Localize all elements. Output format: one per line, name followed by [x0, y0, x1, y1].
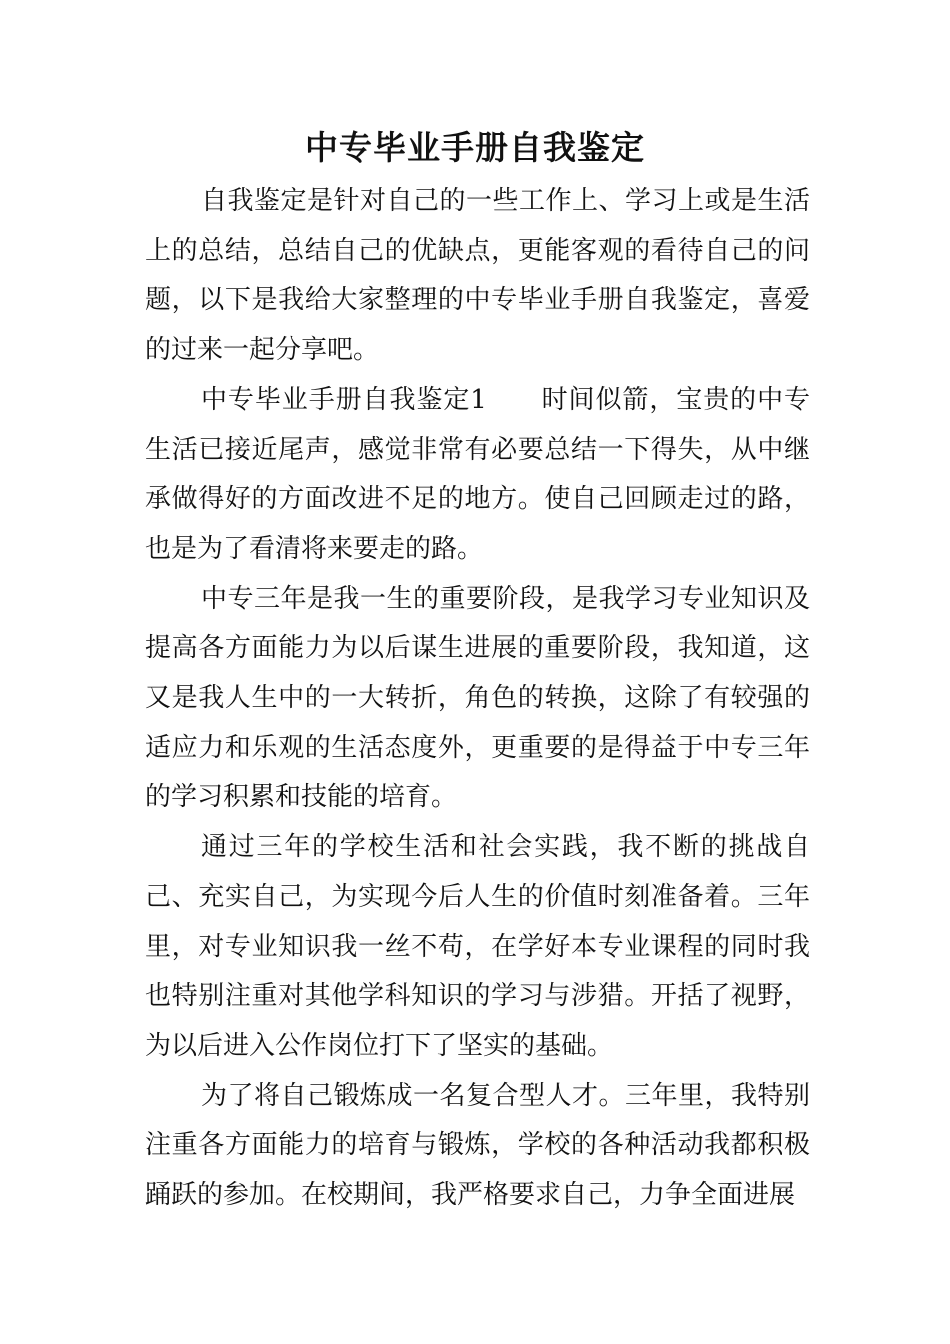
paragraph-intro: 自我鉴定是针对自己的一些工作上、学习上或是生活上的总结，总结自己的优缺点，更能客观的看待自己的问题，以下是我给大家整理的中专毕业手册自我鉴定，喜爱的过来一起分享吧。 [145, 186, 810, 366]
paragraph-training: 为了将自己锻炼成一名复合型人才。三年里，我特别注重各方面能力的培育与锻炼，学校的各种活动我都积极踊跃的参加。在校期间，我严格要求自己，力争全面进展 [145, 1080, 810, 1211]
document-title: 中专毕业手册自我鉴定 [305, 128, 645, 167]
paragraph-section-1: 中专毕业手册自我鉴定1 时间似箭，宝贵的中专生活已接近尾声，感觉非常有必要总结一下得失，从中继承做得好的方面改进不足的地方。使自己回顾走过的路，也是为了看清将来要走的路。 [145, 384, 810, 564]
paragraph-three-years: 中专三年是我一生的重要阶段，是我学习专业知识及提高各方面能力为以后谋生进展的重要阶段，我知道，这又是我人生中的一大转折，角色的转换，这除了有较强的适应力和乐观的生活态度外，更重要的是得益于中专三年的学习积累和技能的培育。 [145, 583, 810, 813]
document-body [145, 177, 810, 1221]
paragraph-practice: 通过三年的学校生活和社会实践，我不断的挑战自己、充实自己，为实现今后人生的价值时刻准备着。三年里，对专业知识我一丝不苟，在学好本专业课程的同时我也特别注重对其他学科知识的学习与涉猎。开括了视野，为以后进入公作岗位打下了坚实的基础。 [145, 832, 810, 1061]
